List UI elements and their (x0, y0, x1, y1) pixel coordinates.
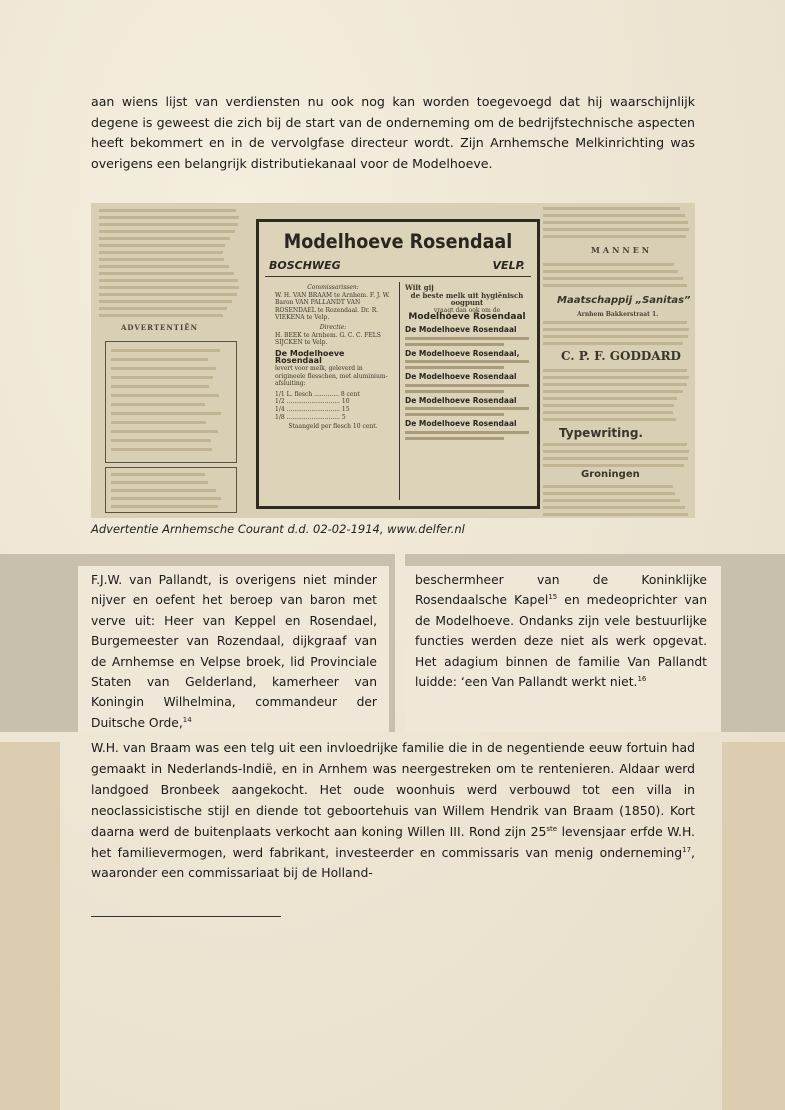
np-text-line (99, 265, 229, 268)
np-text-line (99, 244, 225, 247)
np-text-line (543, 411, 673, 414)
ad-filler-line (405, 431, 529, 434)
np-sanitas-sub: Arnhem Bakkerstraat 1. (577, 311, 659, 318)
ad-filler-line (405, 366, 504, 369)
ad-title: Modelhoeve Rosendaal (283, 230, 513, 253)
ad-filler-line (405, 437, 504, 440)
footnote-ref-16: 16 (637, 674, 647, 683)
side-band-left (0, 742, 60, 1110)
body-superscript-ste: ste (546, 824, 558, 833)
ad-filler-line (405, 360, 529, 363)
np-text-line (543, 383, 687, 386)
np-text-line (99, 237, 230, 240)
np-text-line (543, 284, 687, 287)
side-band-right (722, 742, 785, 1110)
np-mannen: MANNEN (591, 245, 653, 255)
ad-right-items (405, 326, 529, 440)
np-text-line (543, 342, 683, 345)
ad-commissarissen-label: Commissarissen: (307, 284, 359, 291)
ad-left-text: levert voor melk, geleverd in origineele flesschen, met aluminium-afsluiting: (275, 364, 388, 388)
ad-filler-line (405, 337, 529, 340)
np-text-line (543, 390, 683, 393)
column-right-body-b: en medeoprichter van de Modelhoeve. Ondanks zijn vele bestuurlijke functies werden deze niet als werk opgevat. Het adagium binnen de familie Van Pallandt luidde: ‘een Van Pallandt werkt niet. (415, 593, 708, 690)
ad-filler-line (405, 407, 529, 410)
np-text-line (99, 293, 237, 296)
np-text-line (99, 286, 239, 289)
np-text-line (543, 443, 687, 446)
ad-column-separator (399, 282, 400, 500)
np-goddard: C. P. F. GODDARD (561, 349, 681, 363)
np-text-line (543, 214, 685, 217)
np-text-line (99, 216, 239, 219)
np-text-line (543, 277, 683, 280)
column-right-text (415, 570, 707, 692)
ad-directors: H. BEEK te Arnhem. G. C. C. FELS SIJCKEN te Velp. (275, 331, 381, 347)
np-text-line (543, 207, 680, 210)
np-text-line (543, 464, 684, 467)
np-text-line (99, 279, 238, 282)
ad-left-column (275, 284, 391, 431)
np-text-line (99, 272, 234, 275)
column-right-body-a: beschermheer van de Koninklijke Rosendaalsche Kapel (415, 573, 707, 608)
np-text-line (543, 235, 686, 238)
newspaper-clipping-image (91, 203, 695, 518)
np-text-line (543, 457, 688, 460)
ad-sub-left: BOSCHWEG (269, 259, 341, 272)
np-text-line (99, 251, 223, 254)
body-text-b: levensjaar erfde W.H. het familievermogen, werd fabrikant, investeerder en commissaris van menig onderneming (91, 823, 695, 860)
column-left-text (91, 570, 377, 733)
figure-caption: Advertentie Arnhemsche Courant d.d. 02-02-1914, www.delfer.nl (91, 522, 465, 536)
ad-right-head: de beste melk uit hygiënisch oogpunt (410, 290, 524, 308)
np-text-line (543, 376, 689, 379)
np-text-line (99, 300, 232, 303)
np-text-line (543, 397, 677, 400)
ad-right-item-title: De Modelhoeve Rosendaal (405, 419, 517, 429)
body-paragraph (91, 738, 695, 884)
ad-commissarissen: W. H. VAN BRAAM te Arnhem. F. J. W. Baron VAN PALLANDT VAN ROSENDAEL te Rozendaal. Dr. R. VIEKENA te Velp. (275, 291, 390, 322)
np-left-notice-box (105, 341, 237, 463)
modelhoeve-advertisement (256, 219, 540, 509)
np-text-line (99, 314, 223, 317)
intro-paragraph: aan wiens lijst van verdiensten nu ook nog kan worden toegevoegd dat hij waarschijnlijk degene is geweest die zich bij de start van de onderneming om de bedrijfstechnische aspecten heeft bekommert en in de vervolgfase directeur wordt. Zijn Arnhemsche Melkinrichting was overigens een belangrijk distributiekanaal voor de Modelhoeve. (91, 94, 695, 171)
np-text-line (99, 230, 235, 233)
np-typewriting: Typewriting. (559, 426, 643, 440)
np-text-line (543, 513, 688, 516)
ad-filler-line (405, 413, 504, 416)
np-text-line (543, 450, 689, 453)
ad-stamp: Staangeld per flesch 10 cent. (288, 423, 378, 431)
body-text-a: W.H. van Braam was een telg uit een invloedrijke familie die in de negentiende eeuw fortuin had gemaakt in Nederlands-Indië, en in Arnhem was neergestreken om te rentenieren. Aldaar werd landgoed Bronbeek aangekocht. Het oude woonhuis werd verbouwd tot een villa in neoclassicistische stijl en diende tot geboortehuis van Willem Hendrik van Braam (1850). Kort daarna werd de buitenplaats verkocht aan koning Willen III. Rond zijn 25 (91, 740, 695, 839)
np-text-line (543, 506, 685, 509)
np-advertentien-heading: ADVERTENTIËN (121, 323, 198, 332)
np-text-line (543, 418, 676, 421)
ad-right-item-title: De Modelhoeve Rosendaal (405, 395, 517, 405)
np-text-line (543, 485, 673, 488)
ad-divider (265, 276, 531, 277)
np-text-line (543, 270, 678, 273)
np-text-line (543, 492, 675, 495)
ad-wilt-gij: Wilt gij (405, 283, 434, 292)
np-text-line (543, 499, 680, 502)
np-text-line (543, 321, 687, 324)
np-text-line (543, 335, 688, 338)
np-text-line (543, 404, 674, 407)
np-text-line (99, 307, 227, 310)
np-text-line (543, 228, 689, 231)
footnote-ref-14: 14 (182, 715, 192, 724)
footnote-ref-17: 17 (682, 845, 692, 854)
ad-right-item-title: De Modelhoeve Rosendaal (405, 372, 517, 382)
ad-price-row: 1/4 ............................ 15 (275, 405, 350, 413)
ad-price-row: 1/1 L. flesch ............. 8 cent (275, 390, 360, 398)
ad-sub-right: VELP. (492, 259, 525, 272)
ad-right-item-title: De Modelhoeve Rosendaal (405, 324, 517, 334)
footnote-ref-15: 15 (548, 593, 558, 602)
ad-right-column (405, 284, 529, 443)
ad-price-row: 1/2 ............................ 10 (275, 398, 350, 406)
np-text-line (99, 223, 238, 226)
ad-directie-label: Directie: (319, 323, 347, 331)
footnote-rule (91, 916, 281, 917)
np-text-line (543, 369, 687, 372)
ad-filler-line (405, 390, 504, 393)
np-text-line (543, 221, 688, 224)
ad-price-row: 1/8 ............................ 5 (275, 413, 346, 421)
ad-right-text: vraagt dan ook om de (433, 306, 501, 314)
np-text-line (543, 263, 674, 266)
ad-right-item-title: De Modelhoeve Rosendaal, (405, 348, 520, 358)
np-left-notice-box-2 (105, 467, 237, 513)
ad-right-bold: Modelhoeve Rosendaal (408, 312, 526, 323)
ad-filler-line (405, 343, 504, 346)
np-text-line (99, 258, 224, 261)
np-sanitas: Maatschappij „Sanitas” (557, 295, 691, 306)
np-text-line (543, 328, 689, 331)
ad-filler-line (405, 384, 529, 387)
ad-left-bold: De Modelhoeve Rosendaal (275, 348, 345, 366)
column-left-body: F.J.W. van Pallandt, is overigens niet minder nijver en oefent het beroep van baron met verve uit: Heer van Keppel en Rosendael, Burgemeester van Rozendaal, dijkgraaf van de Arnhemse en Velpse broek, lid Provinciale Staten van Gelderland, kamerheer van Koningin Wilhelmina, commandeur der Duitsche Orde, (91, 573, 377, 730)
ad-price-list (275, 391, 391, 421)
np-groningen: Groningen (581, 469, 640, 480)
body-text-c: , waaronder een commissariaat bij de Holland- (91, 844, 695, 881)
np-text-line (99, 209, 236, 212)
